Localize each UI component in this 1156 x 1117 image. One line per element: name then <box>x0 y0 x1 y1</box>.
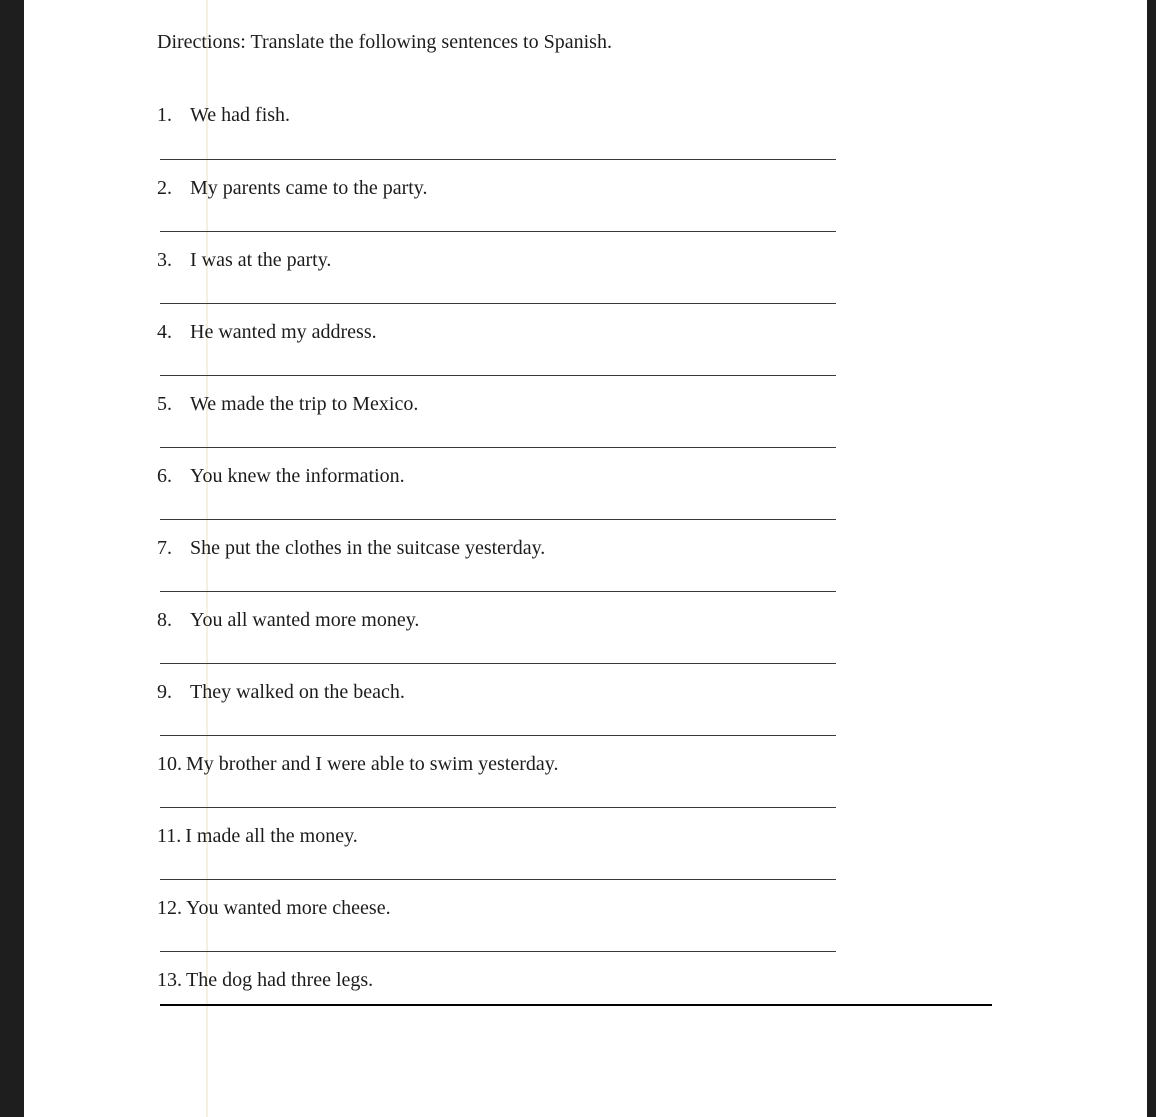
question-item <box>157 681 405 704</box>
question-item <box>157 177 428 200</box>
question-number: 3. <box>157 249 172 271</box>
answer-line[interactable] <box>160 807 836 808</box>
question-number: 10. <box>157 753 182 775</box>
question-text: You all wanted more money. <box>190 609 420 631</box>
answer-line[interactable] <box>160 735 836 736</box>
question-number: 1. <box>157 104 172 126</box>
viewer-frame-right <box>1147 0 1156 1117</box>
question-text: I made all the money. <box>185 825 358 847</box>
answer-line[interactable] <box>160 375 836 376</box>
question-text: My brother and I were able to swim yesterday. <box>186 753 559 775</box>
question-text: You wanted more cheese. <box>186 897 391 919</box>
question-text: They walked on the beach. <box>190 681 405 703</box>
question-text: I was at the party. <box>190 249 332 271</box>
question-item <box>157 104 290 127</box>
question-text: You knew the information. <box>190 465 405 487</box>
question-item <box>157 753 558 776</box>
answer-line[interactable] <box>160 1004 992 1006</box>
question-number: 6. <box>157 465 172 487</box>
question-number: 4. <box>157 321 172 343</box>
question-item <box>157 465 405 488</box>
question-text: We had fish. <box>190 104 291 126</box>
answer-line[interactable] <box>160 231 836 232</box>
question-number: 9. <box>157 681 172 703</box>
question-number: 11. <box>157 825 182 847</box>
answer-line[interactable] <box>160 663 836 664</box>
question-text: She put the clothes in the suitcase yesterday. <box>190 537 546 559</box>
question-number: 2. <box>157 177 172 199</box>
question-item <box>157 249 331 272</box>
question-item <box>157 393 418 416</box>
question-number: 7. <box>157 537 172 559</box>
question-item <box>157 537 545 560</box>
question-number: 12. <box>157 897 182 919</box>
answer-line[interactable] <box>160 591 836 592</box>
answer-line[interactable] <box>160 303 836 304</box>
question-text: He wanted my address. <box>190 321 377 343</box>
answer-line[interactable] <box>160 951 836 952</box>
question-item <box>157 321 377 344</box>
question-item <box>157 897 391 920</box>
answer-line[interactable] <box>160 879 836 880</box>
question-text: My parents came to the party. <box>190 177 428 199</box>
question-item <box>157 969 373 992</box>
question-number: 8. <box>157 609 172 631</box>
answer-line[interactable] <box>160 519 836 520</box>
question-item <box>157 609 419 632</box>
question-number: 5. <box>157 393 172 415</box>
directions-text: Directions: Translate the following sentences to Spanish. <box>157 31 612 53</box>
answer-line[interactable] <box>160 447 836 448</box>
question-number: 13. <box>157 969 182 991</box>
viewer-frame-left <box>0 0 24 1117</box>
question-text: We made the trip to Mexico. <box>190 393 419 415</box>
question-item <box>157 825 358 848</box>
question-text: The dog had three legs. <box>186 969 374 991</box>
answer-line[interactable] <box>160 159 836 160</box>
